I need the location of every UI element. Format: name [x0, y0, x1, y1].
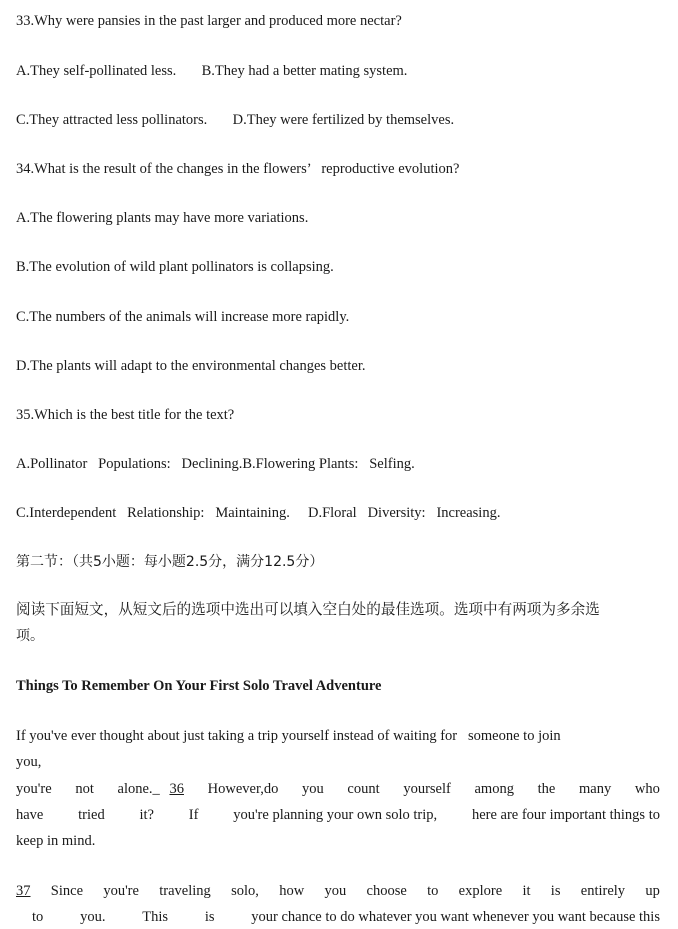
- word: traveling: [159, 883, 211, 899]
- word: count: [347, 781, 380, 797]
- q35-option-d: D.Floral Diversity: Increasing.: [307, 505, 501, 521]
- word: However,do: [207, 781, 279, 797]
- p1-line3: [16, 780, 660, 798]
- q35-option-a: A.Pollinator Populations: Declining.: [16, 456, 243, 472]
- q33-option-a: A.They self-pollinated less.: [16, 63, 177, 79]
- q34-option-b: B.The evolution of wild plant pollinators is collapsing.: [16, 259, 334, 275]
- word: your chance to do whatever you want whenever you want because this: [251, 909, 660, 925]
- q35-option-b: B.Flowering Plants: Selfing.: [242, 456, 415, 472]
- word: many: [579, 781, 612, 797]
- word: up: [645, 883, 660, 899]
- q35-options-ab: [16, 455, 415, 473]
- word: alone._: [117, 781, 160, 797]
- q35-stem: 35.Which is the best title for the text?: [16, 407, 235, 423]
- word: entirely: [580, 883, 626, 899]
- q33-options-cd: [16, 111, 454, 129]
- q35-options-cd: [16, 504, 500, 522]
- word: This: [142, 909, 169, 925]
- word: explore: [458, 883, 503, 899]
- word: to: [427, 883, 439, 899]
- section2-instruction-line2: 项。: [16, 628, 44, 644]
- q33-option-c: C.They attracted less pollinators.: [16, 112, 208, 128]
- word: If: [188, 807, 199, 823]
- word: you're: [103, 883, 139, 899]
- q34-option-a: A.The flowering plants may have more variations.: [16, 210, 309, 226]
- word: you.: [80, 909, 106, 925]
- word: tried: [78, 807, 105, 823]
- word: among: [474, 781, 514, 797]
- word: not: [75, 781, 94, 797]
- q34-stem: 34.What is the result of the changes in the flowers’ reproductive evolution?: [16, 161, 460, 177]
- word: it: [522, 883, 531, 899]
- word: is: [550, 883, 561, 899]
- word: you: [324, 883, 347, 899]
- blank-36: 36: [169, 781, 184, 797]
- q34-option-d: D.The plants will adapt to the environmental changes better.: [16, 358, 366, 374]
- word: you're: [16, 781, 52, 797]
- p1-line1: If you've ever thought about just taking a trip yourself instead of waiting for someone to join: [16, 728, 561, 744]
- q34-option-c: C.The numbers of the animals will increase more rapidly.: [16, 309, 350, 325]
- word: to: [32, 909, 44, 925]
- word: how: [279, 883, 305, 899]
- word: yourself: [403, 781, 451, 797]
- section2-instruction-line1: 阅读下面短文，从短文后的选项中选出可以填入空白处的最佳选项。选项中有两项为多余选: [16, 601, 600, 618]
- word: choose: [366, 883, 407, 899]
- q33-option-b: B.They had a better mating system.: [201, 63, 408, 79]
- q33-option-d: D.They were fertilized by themselves.: [232, 112, 455, 128]
- q33-options-ab: [16, 62, 407, 80]
- word: it?: [139, 807, 154, 823]
- p2-line2: [32, 908, 660, 926]
- q35-option-c: C.Interdependent Relationship: Maintaining.: [16, 505, 290, 521]
- p1-line2: you,: [16, 754, 42, 770]
- blank-37: 37: [16, 883, 31, 899]
- p2-line1: [16, 882, 660, 900]
- word: here are four important things to: [471, 807, 660, 823]
- word: is: [204, 909, 215, 925]
- p1-line4: [16, 806, 660, 824]
- p1-line5: keep in mind.: [16, 833, 96, 849]
- passage-title: Things To Remember On Your First Solo Travel Adventure: [16, 678, 382, 694]
- word: the: [537, 781, 556, 797]
- word: solo,: [231, 883, 259, 899]
- word: you're planning your own solo trip,: [233, 807, 438, 823]
- word: have: [16, 807, 44, 823]
- word: you: [302, 781, 324, 797]
- word: Since: [50, 883, 84, 899]
- word: who: [634, 781, 660, 797]
- section2-heading: 第二节：（共5小题：每小题2.5分，满分12.5分）: [16, 554, 324, 570]
- q33-stem: 33.Why were pansies in the past larger and produced more nectar?: [16, 13, 402, 29]
